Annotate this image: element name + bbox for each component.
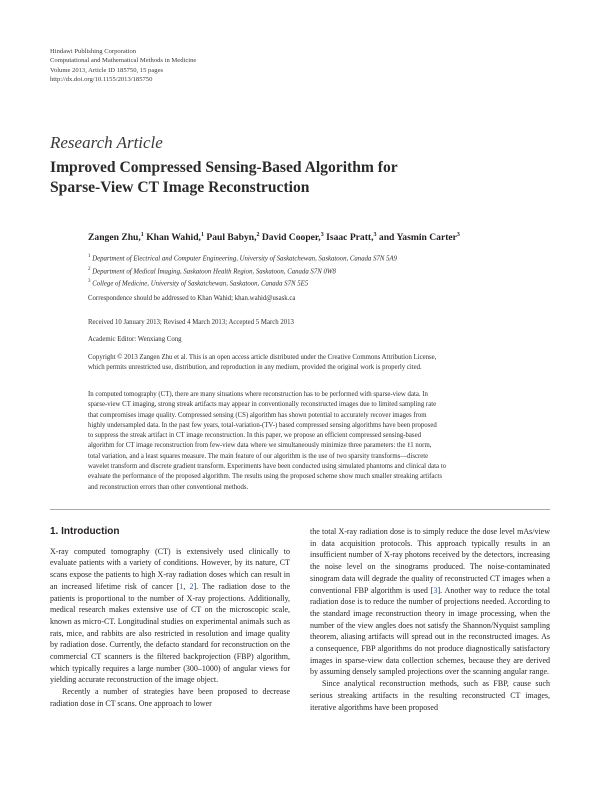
academic-editor: Academic Editor: Wenxiang Cong xyxy=(88,336,182,343)
paragraph-text: X-ray computed tomography (CT) is extensively used clinically to evaluate patients with a variety of conditions. However, by its nature, CT scans expose the patients to high X-ray radiation doses which can result in an increased lifetime risk of cancer [ xyxy=(50,546,290,591)
section-heading: 1. Introduction xyxy=(50,526,120,537)
copyright-line: Copyright © 2013 Zangen Zhu et al. This is an open access article distributed under the Creative Commons Attribution License, xyxy=(88,354,437,361)
affiliation-text: College of Medicine, University of Saskatchewan, Saskatoon, Canada S7N 5E5 xyxy=(90,280,309,288)
paragraph-text: ]. The radiation dose to the patients is proportional to the number of X-ray projections. Additionally, medical research makes extensive use of CT on the microscopic scale, known as micro-CT. Longitudinal studies on experimental animals such as rats, mice, and rabbits are also restricted in resolution and image quality by radiation dose. Currently, the defacto standard for reconstruction on the commercial CT scanners is the filtered backprojection (FBP) algorithm, which typically requires a large number (300–1000) of angular views for yielding accurate reconstruction of the image object. xyxy=(50,581,290,685)
doi-link[interactable]: http://dx.doi.org/10.1155/2013/185750 xyxy=(50,76,153,84)
abstract-line: total variation, and a least squares measure. The main feature of our algorithm is the use of two sparsity transforms—discrete xyxy=(88,452,429,460)
abstract xyxy=(88,390,551,493)
author-list xyxy=(88,232,568,243)
affiliation xyxy=(88,277,397,290)
author: Zangen Zhu, xyxy=(88,232,141,244)
paragraph-text: , xyxy=(183,581,190,591)
publisher-name: Hindawi Publishing Corporation xyxy=(50,48,137,55)
author: Isaac Pratt, xyxy=(323,232,374,244)
right-column xyxy=(310,526,550,713)
author: and Yasmin Carter xyxy=(376,232,457,244)
paragraph-text: the total X-ray radiation dose is to simply reduce the dose level mAs/view in data acquisition protocols. This approach typically results in an insufficient number of X-ray photons received by the detectors, increasing the noise level on the sinograms produced. The noise-contaminated sinogram data will degrade the quality of reconstructed CT images when a conventional FBP algorithm is used [ xyxy=(310,527,550,595)
section-divider xyxy=(50,509,550,510)
author: Paul Babyn, xyxy=(203,232,257,244)
abstract-line: evaluate the performance of the proposed algorithm. The results using the proposed scheme show much smaller streaking artifacts xyxy=(88,473,442,481)
affiliation xyxy=(88,265,397,278)
abstract-line: sparse-view CT imaging, strong streak artifacts may appear in conventionally reconstructed images due to limited sampling rate xyxy=(88,401,437,409)
abstract-line: that compromises image quality. Compressed sensing (CS) algorithm has shown potential to accurately recover images from xyxy=(88,411,427,419)
affiliation-number: 1 xyxy=(88,254,91,259)
copyright-line: which permits unrestricted use, distribution, and reproduction in any medium, provided the original work is properly cited. xyxy=(88,364,422,372)
paragraph: Since analytical reconstruction methods, such as FBP, cause such serious streaking artifacts in the resulting reconstructed CT images, iterative algorithms have been proposed xyxy=(310,679,550,712)
affiliations xyxy=(88,252,397,290)
article-type: Research Article xyxy=(50,133,163,152)
affiliation-text: Department of Medical Imaging, Saskatoon Health Region, Saskatoon, Canada S7N 0W8 xyxy=(90,267,336,275)
journal-name: Computational and Mathematical Methods in Medicine xyxy=(50,57,197,65)
citation-link[interactable]: 1 xyxy=(179,581,184,591)
paragraph-text: ]. Another way to reduce the total radiation dose is to reduce the number of projections needed. According to the standard image reconstruction theory in image processing, when the number of the view angles does not satisfy the Shannon/Nyquist sampling theorem, aliasing artifacts will spread out in the reconstructed images. As a consequence, FBP algorithms do not produce diagnostically satisfactory images in sparse-view data collection schemes, because they are derived by assuming densely sampled projections over the scanning angular range. xyxy=(310,585,551,677)
paragraph: Recently a number of strategies have been proposed to decrease radiation dose in CT scans. One approach to lower xyxy=(50,687,290,708)
volume-info: Volume 2013, Article ID 185750, 15 pages xyxy=(50,66,164,74)
citation-link[interactable]: 3 xyxy=(433,585,438,595)
author-affiliation-mark: 3 xyxy=(373,232,377,238)
copyright-notice xyxy=(88,353,436,374)
affiliation xyxy=(88,252,397,265)
affiliation-number: 2 xyxy=(88,266,91,272)
abstract-line: to suppress the streak artifact in CT image reconstruction. In this paper, we propose an efficient compressed sensing-based xyxy=(88,432,421,440)
abstract-line: algorithm for CT image reconstruction from few-view data where we simultaneously minimize three parameters: the ℓ1 norm, xyxy=(88,442,432,450)
author: David Cooper, xyxy=(259,232,321,244)
abstract-line: In computed tomography (CT), there are many situations where reconstruction has to be performed with sparse-view data. In xyxy=(88,391,428,398)
paragraph xyxy=(50,546,290,686)
title-line-2: Sparse-View CT Image Reconstruction xyxy=(50,179,310,196)
paper-title xyxy=(50,158,550,198)
author-affiliation-mark: 1 xyxy=(140,232,144,238)
author-affiliation-mark: 3 xyxy=(456,232,460,238)
journal-header xyxy=(50,47,196,85)
abstract-line: wavelet transform and discrete gradient transform. Experiments have been conducted using simulated phantoms and clinical data to xyxy=(88,463,447,471)
article-dates: Received 10 January 2013; Revised 4 March 2013; Accepted 5 March 2013 xyxy=(88,319,294,326)
citation-link[interactable]: 2 xyxy=(189,581,194,591)
author-affiliation-mark: 3 xyxy=(320,232,324,238)
abstract-line: and reconstruction errors than other conventional methods. xyxy=(88,483,249,491)
author: Khan Wahid, xyxy=(143,232,201,244)
affiliation-text: Department of Electrical and Computer Engineering, University of Saskatchewan, Saskatoon, Canada S7N 5A9 xyxy=(90,255,398,263)
author-affiliation-mark: 2 xyxy=(256,232,260,238)
affiliation-number: 3 xyxy=(88,279,91,285)
paragraph xyxy=(310,526,550,678)
abstract-line: highly undersampled data. In the past few years, total-variation-(TV-) based compressed sensing algorithms have been proposed xyxy=(88,421,437,429)
correspondence: Correspondence should be addressed to Khan Wahid; khan.wahid@usask.ca xyxy=(88,295,296,302)
author-affiliation-mark: 1 xyxy=(200,232,204,238)
left-column xyxy=(50,526,290,710)
title-line-1: Improved Compressed Sensing-Based Algorithm for xyxy=(50,159,398,176)
